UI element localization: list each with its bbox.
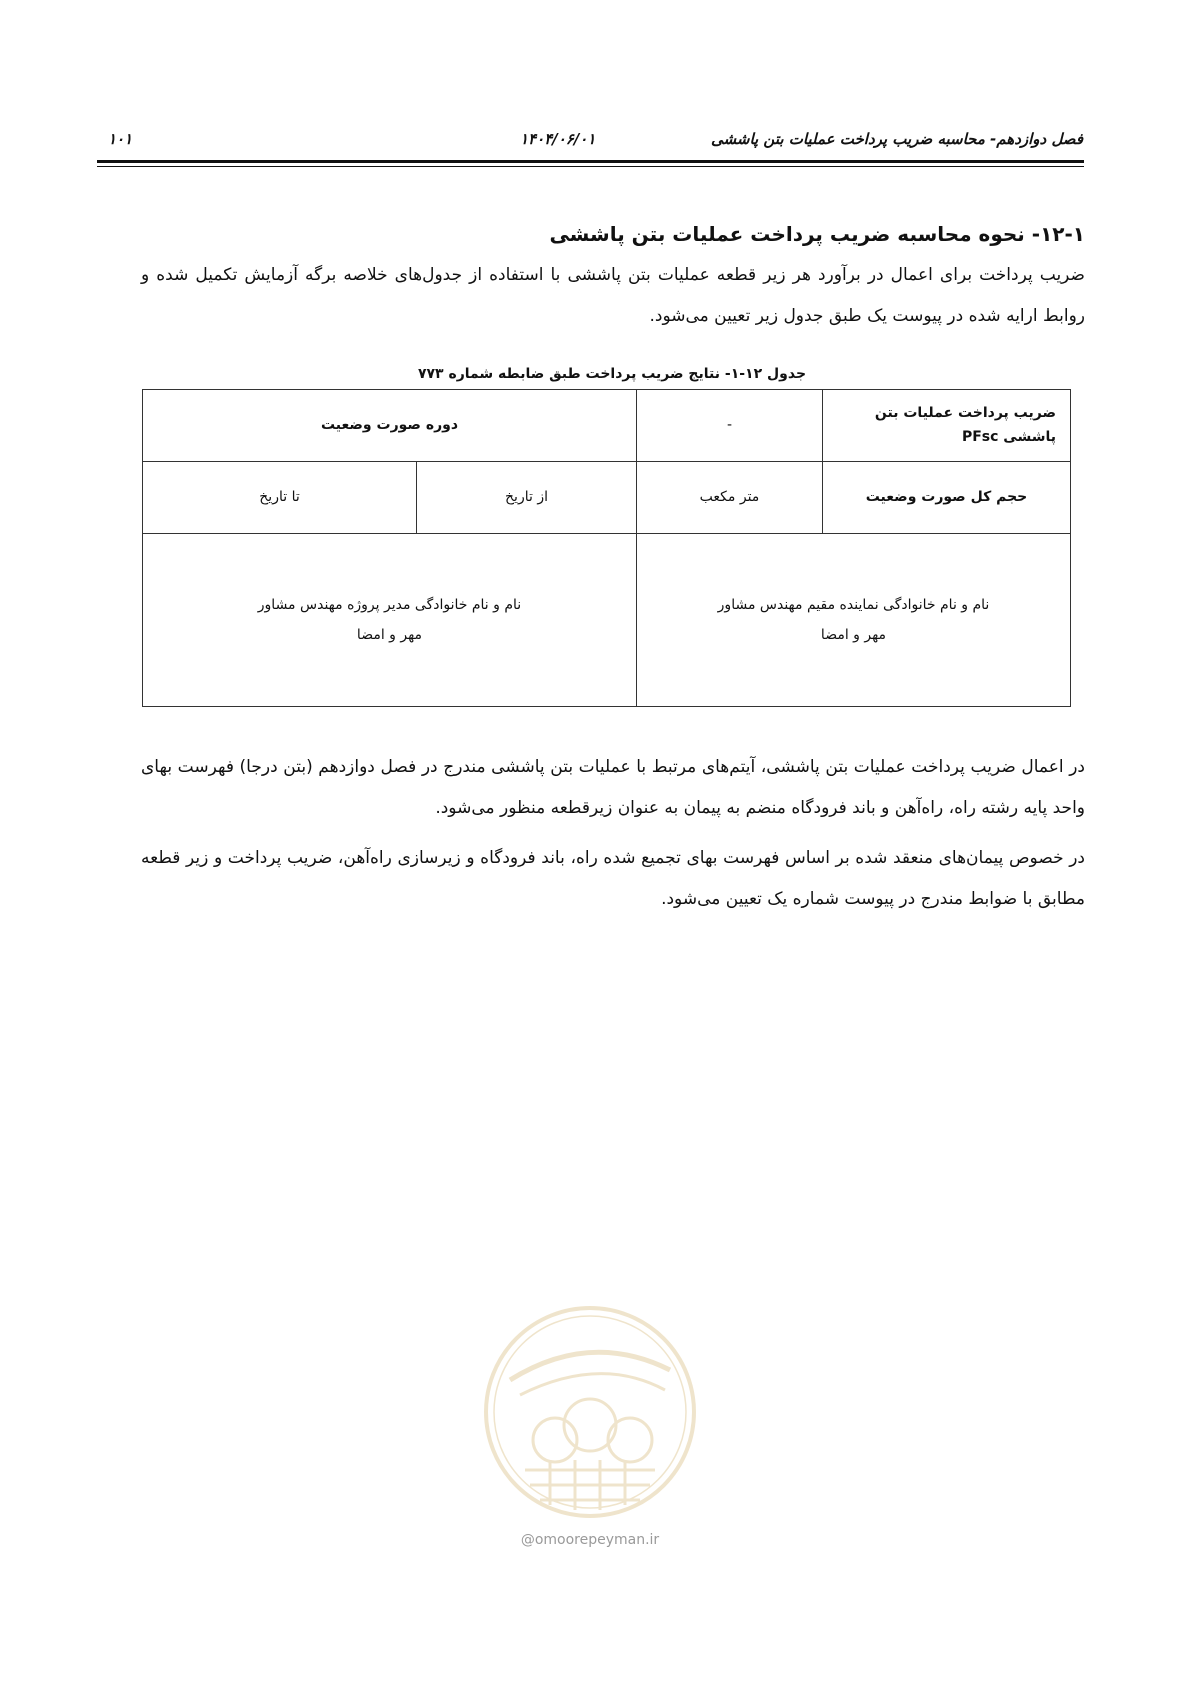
manager-name-label: نام و نام خانوادگی مدیر پروژه مهندس مشاور <box>257 596 522 613</box>
to-date-cell: تا تاریخ <box>143 461 417 533</box>
volume-label-cell: حجم کل صورت وضعیت <box>823 461 1071 533</box>
resident-name-label: نام و نام خانوادگی نماینده مقیم مهندس مشاور <box>717 596 990 613</box>
header-date: ۱۴۰۴/۰۶/۰۱ <box>520 130 596 148</box>
coef-label-line1: ضریب پرداخت عملیات بتن <box>874 405 1056 422</box>
watermark-url: @omoorepeyman.ir <box>520 1532 660 1548</box>
coef-value-cell: - <box>637 390 823 462</box>
volume-unit-cell: متر مکعب <box>637 461 823 533</box>
manager-sign-label: مهر و امضا <box>356 626 423 643</box>
from-date-cell: از تاریخ <box>417 461 637 533</box>
intro-paragraph: ضریب پرداخت برای اعمال در برآورد هر زیر قطعه عملیات بتن پاششی با استفاده از جدول‌های خلاصه برگه آزمایش تکمیل شده و روابط ارایه شده در پیوست یک طبق جدول زیر تعیین می‌شود. <box>141 265 1085 326</box>
header-rule-thin <box>97 166 1084 167</box>
table-caption: جدول ۱۲-۱- نتایج ضریب پرداخت طبق ضابطه شماره ۷۷۳ <box>417 366 807 382</box>
manager-signature-cell <box>143 533 637 706</box>
header-page-number: ۱۰۱ <box>108 130 133 148</box>
table-row <box>143 461 1071 533</box>
table-row <box>143 390 1071 462</box>
header-chapter-title: فصل دوازدهم- محاسبه ضریب پرداخت عملیات بتن پاششی <box>711 130 1083 148</box>
paragraph-consolidated: در خصوص پیمان‌های منعقد شده بر اساس فهرست بهای تجمیع شده راه، باند فرودگاه و زیرسازی راه‌آهن، ضریب پرداخت و زیر قطعه مطابق با ضوابط مندرج در پیوست شماره یک تعیین می‌شود. <box>141 848 1085 909</box>
coef-label-line2: پاششی PFsc <box>961 429 1056 446</box>
coef-label-cell <box>823 390 1071 462</box>
resident-signature-cell <box>637 533 1071 706</box>
resident-sign-label: مهر و امضا <box>820 626 887 643</box>
paragraph-items: در اعمال ضریب پرداخت عملیات بتن پاششی، آیتم‌های مرتبط با عملیات بتن پاششی مندرج در فصل دوازدهم (بتن درجا) فهرست بهای واحد پایه رشته راه، راه‌آهن و باند فرودگاه منضم به پیمان به عنوان زیرقطعه منظور می‌شود. <box>141 757 1085 818</box>
period-label-cell: دوره صورت وضعیت <box>143 390 637 462</box>
header-rule-thick <box>97 160 1084 163</box>
section-heading: ۱۲-۱- نحوه محاسبه ضریب پرداخت عملیات بتن پاششی <box>549 222 1085 246</box>
watermark-logo <box>480 1300 700 1525</box>
payment-coefficient-table <box>142 389 1071 707</box>
table-row <box>143 533 1071 706</box>
